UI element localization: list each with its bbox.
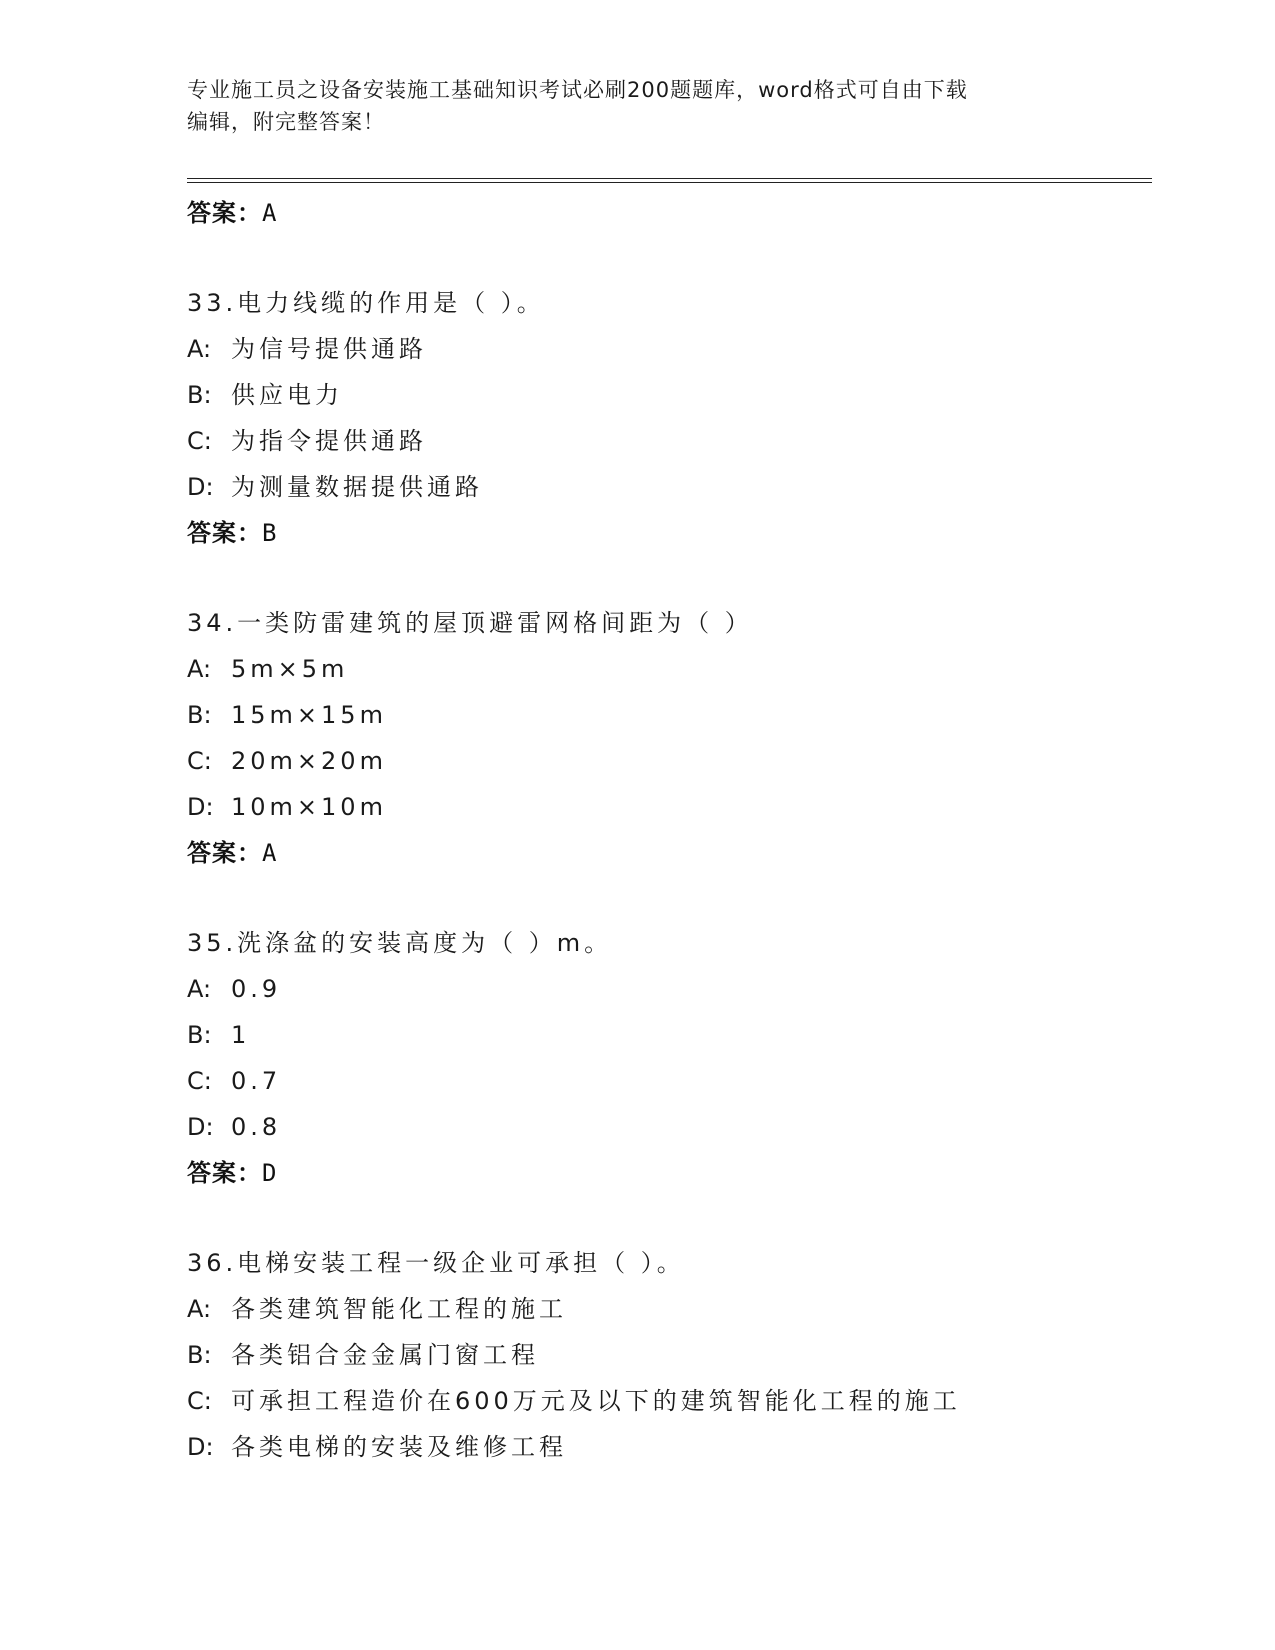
option-b: [187, 1012, 1147, 1058]
document-header: [187, 74, 1067, 138]
option-b: [187, 1332, 1147, 1378]
option-key: D:: [187, 793, 214, 821]
option-key: B:: [187, 701, 212, 729]
option-a: [187, 326, 1147, 372]
option-text: 10m×10m: [231, 793, 387, 821]
answer-line: [187, 1150, 1147, 1196]
question-item: [187, 1240, 1147, 1470]
option-key: A:: [187, 1295, 212, 1323]
option-key: C:: [187, 747, 212, 775]
answer-label: 答案：: [187, 1159, 262, 1187]
option-text: 0.9: [231, 975, 282, 1003]
option-d: [187, 784, 1147, 830]
option-text: 供应电力: [231, 381, 343, 409]
option-key: A:: [187, 655, 212, 683]
option-text: 20m×20m: [231, 747, 387, 775]
option-text: 0.7: [231, 1067, 282, 1095]
spacer: [187, 1196, 1147, 1240]
option-text: 15m×15m: [231, 701, 387, 729]
question-title: 34.一类防雷建筑的屋顶避雷网格间距为（ ）: [187, 609, 753, 637]
option-key: B:: [187, 1021, 212, 1049]
option-key: B:: [187, 381, 212, 409]
question-title: 36.电梯安装工程一级企业可承担（ ）。: [187, 1249, 685, 1277]
option-text: 可承担工程造价在600万元及以下的建筑智能化工程的施工: [231, 1387, 961, 1415]
option-key: A:: [187, 975, 212, 1003]
option-text: 各类电梯的安装及维修工程: [231, 1433, 567, 1461]
option-key: A:: [187, 335, 212, 363]
answer-value: B: [262, 519, 278, 547]
header-line-2: 编辑，附完整答案！: [187, 110, 385, 134]
header-divider-top: [187, 178, 1152, 179]
question-list: [187, 190, 1147, 1470]
answer-value: A: [262, 199, 278, 227]
option-key: B:: [187, 1341, 212, 1369]
question-item: [187, 600, 1147, 876]
answer-value: D: [262, 1159, 278, 1187]
option-d: [187, 1104, 1147, 1150]
option-c: [187, 738, 1147, 784]
question-item: [187, 280, 1147, 556]
answer-line: [187, 830, 1147, 876]
question-item: [187, 920, 1147, 1196]
answer-label: 答案：: [187, 839, 262, 867]
answer-line: [187, 190, 1147, 236]
option-a: [187, 966, 1147, 1012]
option-d: [187, 1424, 1147, 1470]
option-key: D:: [187, 1113, 214, 1141]
option-c: [187, 418, 1147, 464]
option-text: 各类建筑智能化工程的施工: [231, 1295, 567, 1323]
answer-label: 答案：: [187, 519, 262, 547]
option-text: 0.8: [231, 1113, 282, 1141]
option-key: C:: [187, 1067, 212, 1095]
option-d: [187, 464, 1147, 510]
answer-label: 答案：: [187, 199, 262, 227]
option-text: 各类铝合金金属门窗工程: [231, 1341, 539, 1369]
option-text: 为测量数据提供通路: [231, 473, 483, 501]
option-key: C:: [187, 427, 212, 455]
option-text: 为信号提供通路: [231, 335, 427, 363]
spacer: [187, 556, 1147, 600]
option-a: [187, 646, 1147, 692]
spacer: [187, 236, 1147, 280]
option-text: 5m×5m: [231, 655, 349, 683]
spacer: [187, 876, 1147, 920]
question-title: 33.电力线缆的作用是（ ）。: [187, 289, 545, 317]
option-a: [187, 1286, 1147, 1332]
option-text: 1: [231, 1021, 251, 1049]
option-c: [187, 1058, 1147, 1104]
option-key: D:: [187, 473, 214, 501]
header-divider-bottom: [187, 182, 1152, 183]
question-title: 35.洗涤盆的安装高度为（ ）m。: [187, 929, 613, 957]
option-b: [187, 692, 1147, 738]
option-c: [187, 1378, 1147, 1424]
option-b: [187, 372, 1147, 418]
header-line-1: 专业施工员之设备安装施工基础知识考试必刷200题题库，word格式可自由下载: [187, 78, 968, 102]
answer-line: [187, 510, 1147, 556]
option-key: C:: [187, 1387, 212, 1415]
answer-value: A: [262, 839, 278, 867]
option-key: D:: [187, 1433, 214, 1461]
option-text: 为指令提供通路: [231, 427, 427, 455]
